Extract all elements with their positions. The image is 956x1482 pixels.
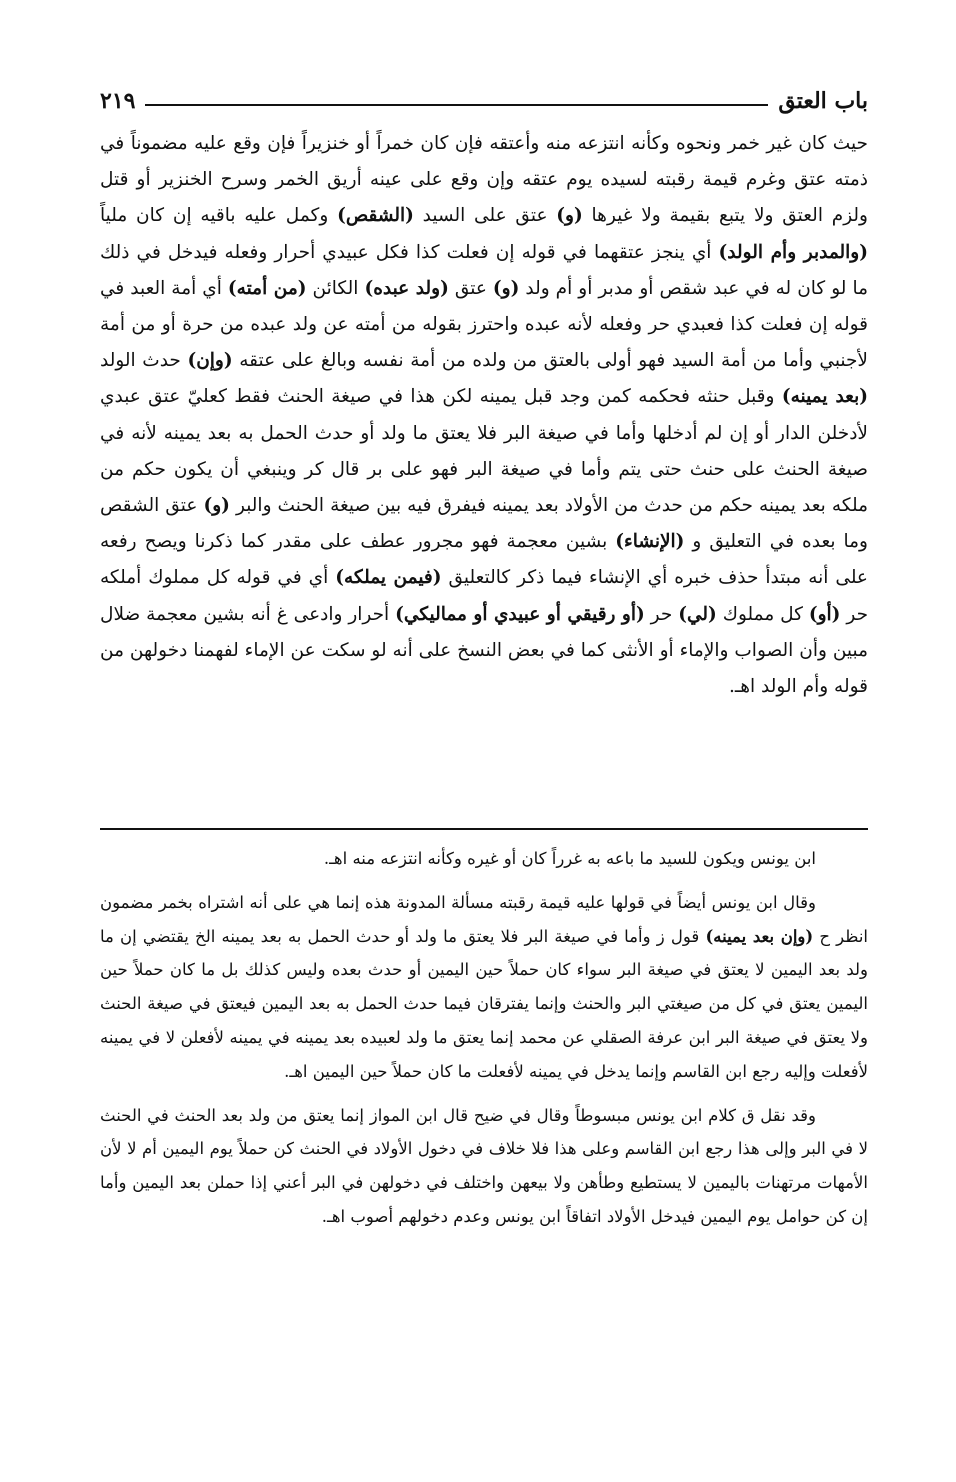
text-run: الكائن [306,277,365,299]
text-run: وقبل حنثه فحكمه كمن وجد قبل يمينه لكن هذا في صيغة الحنث فقط كعليّ عتق عبدي لأدخلن الدار أو إن لم أدخلها وأما في صيغة البر فلا يعتق ما ولد أو حدث الحمل به بعد يمينه لأنه في صيغة الحنث على حنث حتى يتم وأما في صيغة البر فهو على بر قال كر وينبغي أن يكون حكم من ملكه بعد يمينه حكم من حدث من الأولاد بعد يمينه فيفرق فيه بين صيغة الحنث والبر [100,386,868,517]
text-run: حر [644,603,679,625]
chapter-title: باب العتق [778,88,868,114]
text-run: عتق على السيد [413,205,557,227]
header-rule [145,104,768,106]
bold-term: (الإنشاء) [615,531,685,553]
footnote-paragraph: وقد نقل ق كلام ابن يونس مبسوطاً وقال في ضيح قال ابن المواز إنما يعتق من ولد بعد الحنث في الحنث لا في البر وإلى هذا رجع ابن القاسم وعلى هذا فلا خلاف في دخول الأولاد في الحنث كن حملاً يوم اليمين أم لا لأن الأمهات مرتهنات باليمين لا يستطيع وطأهن ولا بيعهن واختلف في دخولهن في البر أعني إذا حملن بعد اليمين وأما إن كن حوامل يوم اليمين فيدخل الأولاد اتفاقاً ابن يونس وعدم دخولهم أصوب اهـ. [100,1105,868,1226]
bold-term: (ولد عبده) [364,277,449,299]
text-run: حيث كان غير خمر ونحوه وكأنه انتزعه منه وأعتقه فإن كان خمراً أو خنزيراً فإن وقع عليه مضموناً في ذمته عتق وغرم قيمة رقبته لسيده يوم عتقه وإن وقع على عينه أريق الخمر وسرح الخنزير أو قتل ولزم العتق ولا يتبع بقيمة ولا غيرها [100,133,868,227]
text-run: عتق [448,277,493,299]
bold-term: (لي) [678,603,717,625]
text-run: قول ز وأما في صيغة البر فلا يعتق ما ولد أو حدث الحمل به بعد يمينه الخ يقتضي إن ما ولد بعد اليمين لا يعتق في صيغة البر سواء كان حملاً حين اليمين أو حدث بعده وليس كذلك بل ما كان حملاً حين اليمين يعتق في كل من صيغتي البر والحنث وإنما يفترقان فيما حدث الحمل به بعد اليمين فيعتق في صيغة الحنث ولا يعتق في صيغة البر ابن عرفة الصقلي عن محمد إنما يعتق ما ولد لعبيده بعد يمينه في يمينه لأفعلن لا في يمينه لأفعلت وإليه رجع ابن القاسم وإنما يدخل في يمينه لأفعلت ما كان حملاً حين اليمين اهـ. [100,926,868,1081]
text-run: وكمل عليه باقيه إن كان ملياً [100,205,338,227]
bold-term: (فيمن يملكه) [335,567,442,589]
text-run: عتق الشقص وما بعده في التعليق و [100,495,868,553]
text-run: حدث الولد [100,350,188,372]
bold-term: (بعد يمينه) [781,386,868,408]
bold-term: (أو رقيقي أو عبيدي أو مماليكي) [395,603,645,625]
page-number: ٢١٩ [100,88,136,114]
footnote-separator [100,828,868,830]
running-header [100,78,868,114]
bold-term: (و) [556,205,583,227]
text-run: أحرار وادعى غ أنه بشين معجمة ضلال مبين وأن الصواب والإماء أو الأنثى كما في بعض النسخ على أنه لو سكت عن الإماء لفهمنا دخولهن من قوله وأم الولد اهـ. [100,603,868,698]
bold-term: (الشقص) [337,205,414,227]
text-run: أي ينجز عتقهما في قوله إن فعلت كذا فكل عبيدي أحرار وفعله فيدخل في ذلك ما لو كان له في عبد شقص أو مدبر أو أم ولد [100,241,868,299]
main-text [100,126,868,705]
bold-term: (والمدبر وأم الولد) [718,241,868,263]
bold-term: (و) [492,277,520,299]
main-paragraph [100,126,868,705]
text-run: كل مملوك [716,603,809,625]
bold-term: (وإن بعد يمينه) [705,926,814,946]
text-run: وقال ابن يونس أيضاً في قولها عليه قيمة رقبته مسألة المدونة هذه إنما هي على أنه اشتراه بخمر مضمون انظر ح [100,892,869,946]
bold-term: (أو) [808,603,841,625]
footnotes [100,842,868,1244]
footnote-paragraph: ابن يونس ويكون للسيد ما باعه به غرراً كان أو غيره وكأنه انتزعه منه اهـ. [323,849,816,868]
footnote-paragraph [100,886,868,1089]
text-run: أي أمة العبد في قوله إن فعلت كذا فعبدي حر وفعله لأنه عبده واحترز بقوله من أمته عن ولد عبده من حرة أو من أمة لأجنبي وأما من أمة السيد فهو أولى بالعتق من ولده من أمة نفسه وبالغ على عتقه [100,277,868,372]
bold-term: (وإن) [187,350,233,372]
bold-term: (من أمته) [227,277,307,299]
text-run: بشين معجمة فهو مجرور عطف على مقدر كما ذكرنا ويصح رفعه على أنه مبتدأ حذف خبره أي الإنشاء فيما ذكر كالتعليق [100,531,868,589]
bold-term: (و) [203,495,230,517]
text-run: أي في قوله كل مملوك أملكه حر [100,567,868,625]
